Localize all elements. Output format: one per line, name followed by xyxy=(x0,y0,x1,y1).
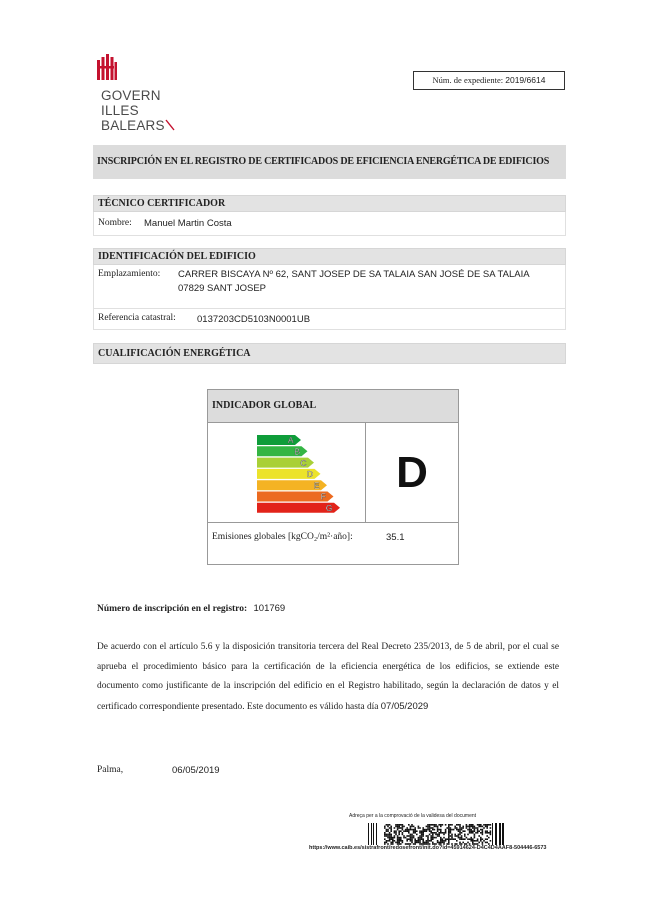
emplazamiento-label: Emplazamiento: xyxy=(98,269,161,279)
logo-slash-icon xyxy=(165,119,175,131)
registro-value: 101769 xyxy=(253,603,286,614)
emplazamiento-line-1: CARRER BISCAYA Nº 62, SANT JOSEP DE SA TALAIA SAN JOSÉ DE SA TALAIA xyxy=(178,269,530,280)
govern-logo-icon xyxy=(97,54,117,80)
registro-line xyxy=(97,603,285,614)
indicador-global-box xyxy=(207,389,459,565)
referencia-row xyxy=(93,309,566,330)
legal-paragraph xyxy=(97,638,559,717)
rating-cell xyxy=(366,423,458,522)
indicador-heading: INDICADOR GLOBAL xyxy=(208,390,458,423)
emisiones-row xyxy=(208,522,458,564)
scale-label-f: F xyxy=(320,491,326,502)
cualificacion-heading: CUALIFICACIÓN ENERGÉTICA xyxy=(93,343,566,364)
place-label: Palma, xyxy=(97,765,124,775)
registro-label: Número de inscripción en el registro: xyxy=(97,604,248,614)
tecnico-row xyxy=(93,212,566,236)
energy-scale-chart xyxy=(208,423,366,522)
expediente-box xyxy=(413,71,565,90)
verification-caption: Adreça per a la comprovació de la validesa del document xyxy=(349,813,477,819)
referencia-label: Referencia catastral: xyxy=(98,313,176,323)
nombre-label: Nombre: xyxy=(98,218,132,228)
edificio-heading: IDENTIFICACIÓN DEL EDIFICIO xyxy=(93,248,566,265)
barcode-icon xyxy=(368,823,506,845)
scale-label-b: B xyxy=(294,446,300,457)
energy-scale-cell xyxy=(208,423,366,522)
referencia-value: 0137203CD5103N0001UB xyxy=(197,314,311,325)
energy-rating-letter: D xyxy=(396,448,428,497)
emplazamiento-line-2: 07829 SANT JOSEP xyxy=(178,283,267,294)
expediente-value: 2019/6614 xyxy=(505,75,546,85)
logo-line-2: ILLES xyxy=(101,103,139,118)
verification-url[interactable]: https://www.caib.es/sistrafront/redosefront/init.do?id=45914624-D4C4D4AAF8-504446-6573 xyxy=(309,845,547,851)
valid-until-date: 07/05/2029 xyxy=(380,700,429,712)
logo-line-3: BALEARS xyxy=(101,118,165,133)
govern-logo-text xyxy=(101,88,175,133)
scale-label-g: G xyxy=(325,503,333,513)
document-title: INSCRIPCIÓN EN EL REGISTRO DE CERTIFICADOS DE EFICIENCIA ENERGÉTICA DE EDIFICIOS xyxy=(93,145,566,179)
issue-date: 06/05/2019 xyxy=(172,765,220,776)
scale-label-a: A xyxy=(287,435,294,446)
scale-label-e: E xyxy=(313,480,320,491)
emisiones-value: 35.1 xyxy=(386,532,405,543)
scale-label-c: C xyxy=(300,457,307,468)
expediente-label: Núm. de expediente: xyxy=(432,75,504,85)
emisiones-label: Emisiones globales [kgCO₂/m²·año]: xyxy=(212,532,353,542)
tecnico-heading: TÉCNICO CERTIFICADOR xyxy=(93,195,566,212)
scale-bar-a xyxy=(257,435,301,445)
scale-label-d: D xyxy=(306,469,313,480)
nombre-value: Manuel Martin Costa xyxy=(144,218,232,229)
legal-text: De acuerdo con el artículo 5.6 y la disposición transitoria tercera del Real Decreto 235/2013, de 5 de abril, por el cual se aprueba el procedimiento básico para la certificación de la eficiencia energética de los edificios, se extiende este documento como justificante de la inscripción del edificio en el Registro habilitado, según la declaración de datos y el certificado correspondiente presentado. Este documento es válido hasta día xyxy=(97,642,559,712)
emplazamiento-row xyxy=(93,265,566,309)
logo-line-1: GOVERN xyxy=(101,88,161,103)
